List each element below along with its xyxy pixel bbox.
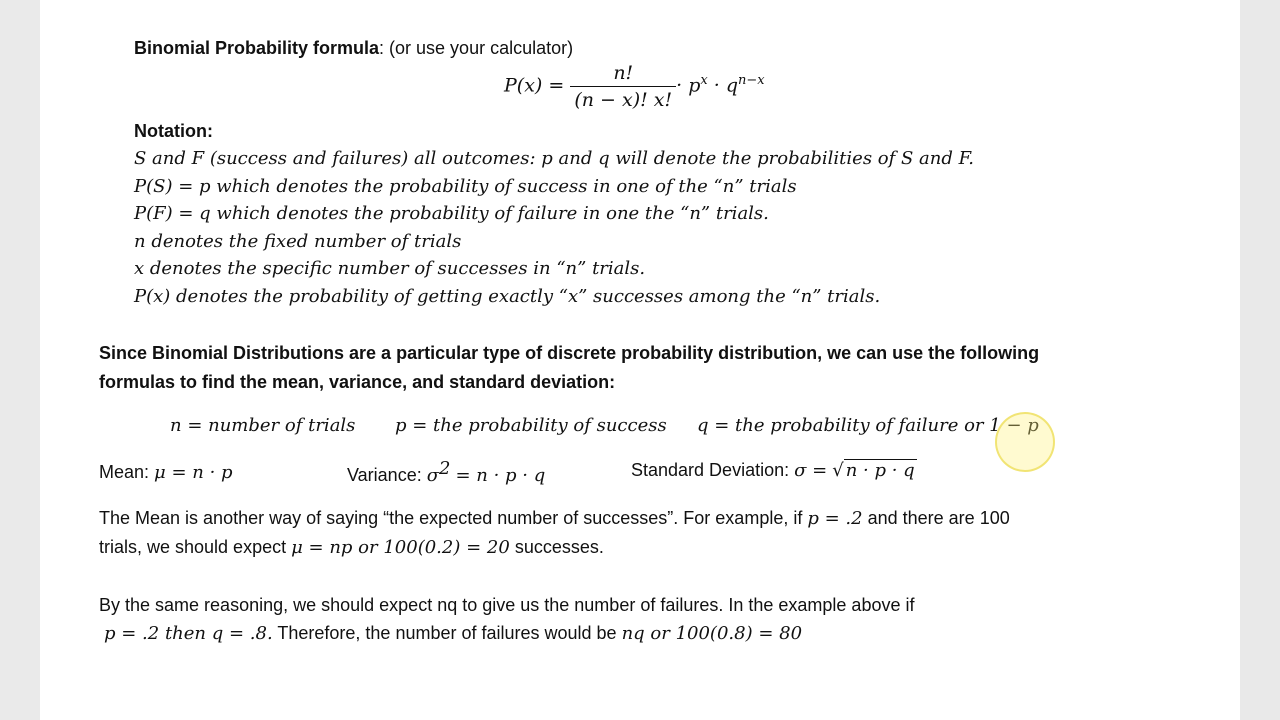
sd-label: Standard Deviation: [631,460,790,480]
formula-denominator: (n − x)! x! [574,89,673,111]
right-margin [1240,0,1280,720]
def-q-text: q = the probability of failure or [697,415,984,436]
notation-line: P(S) = p which denotes the probability of success in one of the “n” trials [134,176,797,197]
fail-paragraph-line-1: By the same reasoning, we should expect nq to give us the number of failures. In the example above if [99,595,915,615]
sd-sigma: σ = [794,460,828,481]
notation-title: Notation: [134,121,213,141]
fail-para-math-pq: p = .2 then q = .8. [104,623,273,644]
mean-paragraph-line-2 [99,537,604,558]
mean-label: Mean: [99,462,150,482]
mean-para-text-a: The Mean is another way of saying “the expected number of successes”. For example, if [99,508,803,528]
formula-numerator: n! [570,62,676,87]
since-line-1: Since Binomial Distributions are a particular type of discrete probability distribution, we can use the following [99,343,1040,363]
mean-para-text-d: trials, we should expect [99,537,287,557]
variance-exponent: 2 [439,458,451,479]
notation-line: P(F) = q which denotes the probability of failure in one the “n” trials. [134,203,769,224]
cursor-highlight [995,412,1055,472]
variance-sigma: σ [426,465,440,486]
formula-q-term: · q [713,74,739,97]
sqrt-sign-icon: √ [832,460,844,481]
mean-para-math-p: p = .2 [807,508,863,529]
formula-lhs: P(x) = [504,74,565,97]
variance-formula: = n · p · q [455,465,546,486]
fail-para-math-nq: nq or 100(0.8) = 80 [621,623,803,644]
formula-fraction [570,62,676,111]
left-margin [0,0,40,720]
notation-line: S and F (success and failures) all outcomes: p and q will denote the probabilities of S and F. [134,148,975,169]
notation-line: x denotes the specific number of successes in “n” trials. [134,258,646,279]
def-n: n = number of trials [170,415,356,436]
variance-stat [347,458,545,486]
formula-heading-title: Binomial Probability formula [134,38,380,58]
sd-radicand: n · p · q [845,460,915,481]
mean-para-text-e: successes. [514,537,604,557]
formula-heading [134,38,573,59]
fail-paragraph-line-2 [104,623,802,644]
mean-para-text-c: and there are 100 [867,508,1010,528]
binomial-formula [504,62,765,111]
mean-paragraph-line-1 [99,508,1010,529]
def-q [697,415,1039,436]
since-line-2: formulas to find the mean, variance, and standard deviation: [99,372,616,392]
variance-label: Variance: [347,465,422,485]
formula-heading-rest: : (or use your calculator) [379,38,574,58]
formula-p-exponent: x [700,73,708,89]
formula-p-term: · p [676,74,701,97]
def-p: p = the probability of success [395,415,667,436]
mean-stat [99,462,233,483]
sd-stat [631,460,917,481]
notation-line: n denotes the fixed number of trials [134,231,462,252]
mean-para-math-mu: μ = np or 100(0.2) = 20 [291,537,510,558]
mean-formula: μ = n · p [154,462,233,483]
notation-line: P(x) denotes the probability of getting exactly “x” successes among the “n” trials. [134,286,881,307]
def-q-complement: 1 − p [989,415,1039,436]
formula-q-exponent: n−x [738,73,765,89]
fail-para-text: Therefore, the number of failures would be [277,623,617,643]
